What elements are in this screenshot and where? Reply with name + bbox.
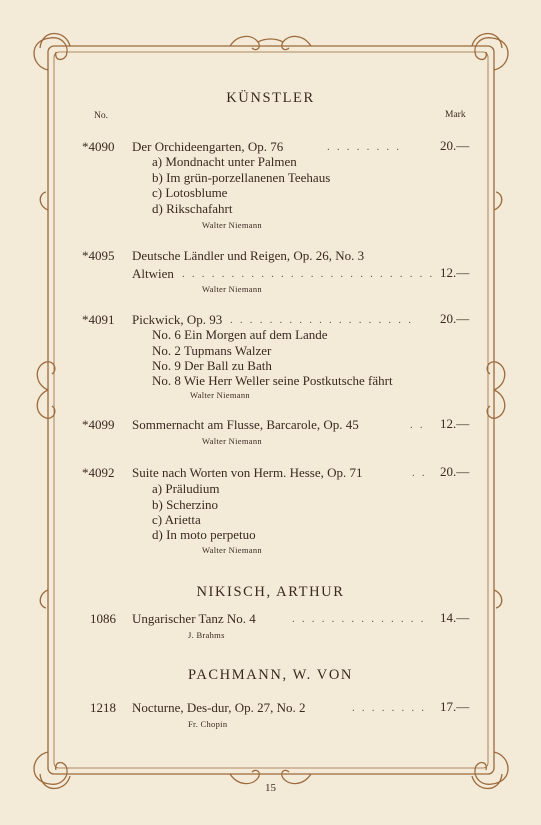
entry-price: 12.—	[440, 416, 470, 431]
entry-title: Sommernacht am Flusse, Barcarole, Op. 45	[132, 417, 359, 432]
entry-composer: Walter Niemann	[202, 436, 262, 446]
entry-price: 17.—	[440, 699, 470, 714]
entry-subtitle: c) Lotosblume	[152, 185, 228, 200]
section-heading-nikisch: NIKISCH, ARTHUR	[196, 584, 345, 600]
section-heading-pachmann: PACHMANN, W. VON	[188, 667, 353, 683]
section-heading-kuenstler: KÜNSTLER	[226, 90, 315, 106]
entry-composer: Walter Niemann	[202, 545, 262, 555]
leader-dots: . .	[410, 419, 425, 431]
entry-price: 20.—	[440, 311, 470, 326]
entry-subtitle: a) Präludium	[152, 481, 220, 496]
column-header-no: No.	[94, 111, 108, 121]
entry-subtitle: No. 6 Ein Morgen auf dem Lande	[152, 327, 328, 342]
entry-subtitle: b) Im grün-porzellanenen Teehaus	[152, 170, 331, 185]
leader-dots: . . . . . . . . . . . . . . . . . . .	[230, 314, 414, 326]
entry-number: 1218	[90, 700, 116, 715]
leader-dots: . . . . . . . . . . . . . . . . . . . . . . . . . .	[182, 268, 435, 280]
entry-subtitle: d) In moto perpetuo	[152, 527, 256, 542]
entry-number: *4090	[82, 139, 115, 154]
entry-number: *4091	[82, 312, 115, 327]
leader-dots: . .	[412, 467, 427, 479]
entry-composer: Walter Niemann	[190, 390, 250, 400]
entry-number: 1086	[90, 611, 116, 626]
entry-subtitle: a) Mondnacht unter Palmen	[152, 154, 297, 169]
entry-number: *4092	[82, 465, 115, 480]
entry-price: 20.—	[440, 138, 470, 153]
entry-subtitle: No. 8 Wie Herr Weller seine Postkutsche fährt	[152, 373, 393, 388]
entry-subtitle: No. 2 Tupmans Walzer	[152, 343, 272, 358]
page-number: 15	[265, 782, 276, 794]
entry-title: Der Orchideengarten, Op. 76	[132, 139, 284, 154]
entry-title: Nocturne, Des-dur, Op. 27, No. 2	[132, 700, 306, 715]
entry-subtitle: c) Arietta	[152, 512, 201, 527]
entry-subtitle: b) Scherzino	[152, 497, 219, 512]
column-header-mark: Mark	[445, 110, 466, 120]
entry-title: Pickwick, Op. 93	[132, 312, 223, 327]
entry-subtitle: No. 9 Der Ball zu Bath	[152, 358, 272, 373]
entry-number: *4095	[82, 248, 115, 263]
entry-price: 12.—	[440, 265, 470, 280]
entry-title: Suite nach Worten von Herm. Hesse, Op. 71	[132, 465, 363, 480]
leader-dots: . . . . . . . . . . . . . .	[292, 613, 426, 625]
entry-composer: Fr. Chopin	[188, 719, 228, 729]
entry-price: 14.—	[440, 610, 470, 625]
entry-number: *4099	[82, 417, 115, 432]
entry-title: Ungarischer Tanz No. 4	[132, 611, 256, 626]
leader-dots: . . . . . . . .	[352, 702, 427, 714]
entry-title-continued: Altwien	[132, 266, 174, 281]
entry-composer: J. Brahms	[188, 630, 225, 640]
entry-subtitle: d) Rikschafahrt	[152, 201, 233, 216]
entry-title: Deutsche Ländler und Reigen, Op. 26, No. 3	[132, 248, 365, 263]
entry-composer: Walter Niemann	[202, 220, 262, 230]
entry-composer: Walter Niemann	[202, 284, 262, 294]
entry-price: 20.—	[440, 464, 470, 479]
leader-dots: . . . . . . . .	[327, 141, 402, 153]
